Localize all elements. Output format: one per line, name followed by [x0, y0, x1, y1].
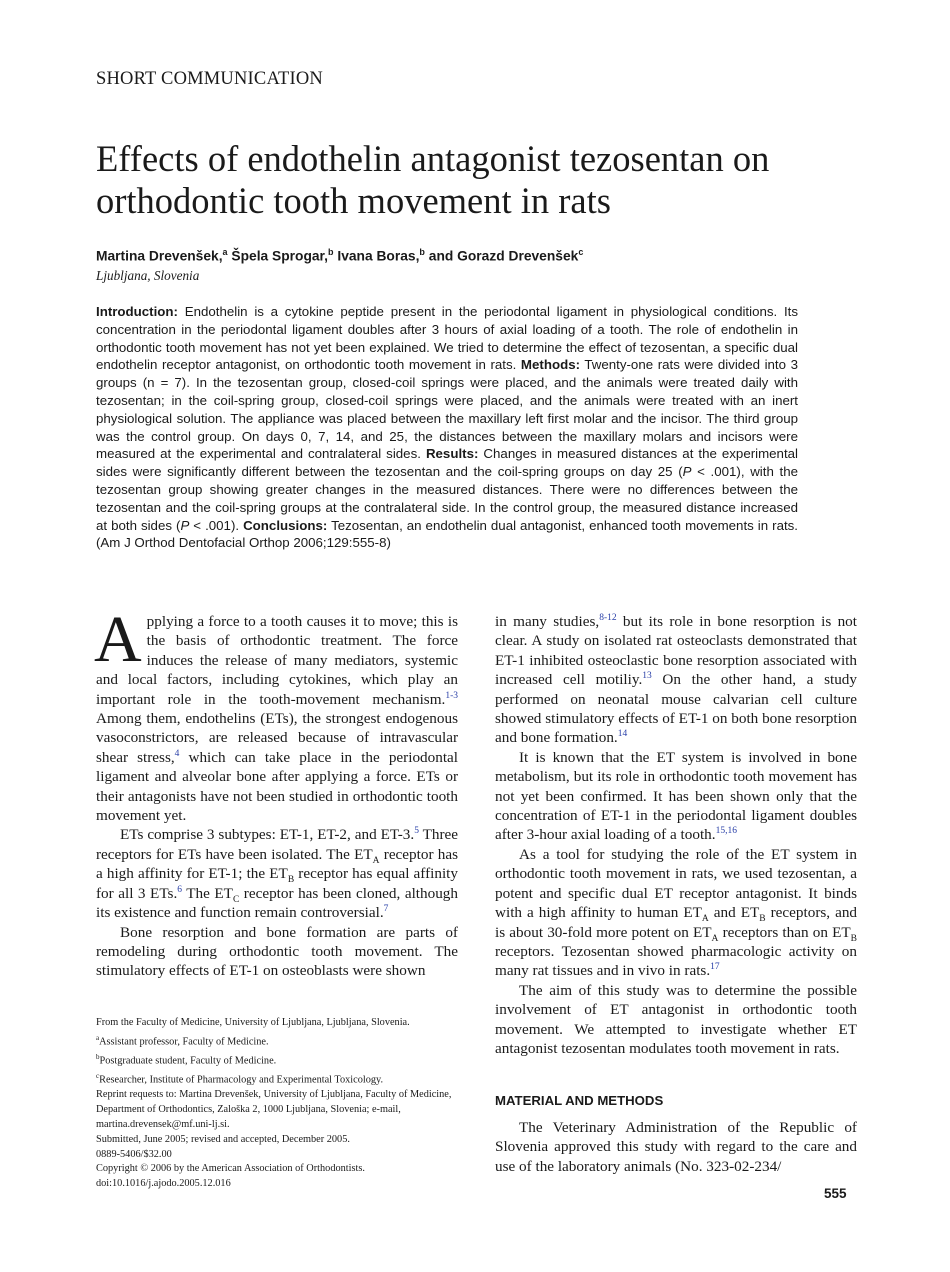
body-paragraph: [96, 923, 458, 981]
footnote-text: Assistant professor, Faculty of Medicine.: [99, 1036, 269, 1048]
author-affiliation-mark: b: [328, 247, 334, 257]
footnote-affiliation: [96, 1069, 458, 1088]
abstract-intro-label: Introduction:: [96, 304, 178, 319]
body-text: receptor has a high affinity for ET-1; the ET: [96, 845, 458, 883]
footnote-mark: a: [96, 1033, 100, 1042]
body-text: Bone resorption and bone formation are parts of remodeling during orthodontic tooth movement. The stimulatory effects of ET-1 on osteoblasts were shown: [96, 923, 458, 980]
article-title: Effects of endothelin antagonist tezosentan on orthodontic tooth movement in rats: [96, 138, 770, 221]
abstract-intro-text: Endothelin is a cytokine peptide present in the periodontal ligament in physiological conditions. Its concentration in the periodontal ligament doubles after 3 hours of axial loading of a tooth. The role of endothelin in orthodontic tooth movement has not yet been explained. We tried to determine the effect of tezosentan, a specific dual endothelin receptor antagonist, on orthodontic tooth movement in rats.: [96, 304, 798, 373]
subscript: A: [711, 933, 719, 944]
body-paragraph: [94, 603, 458, 825]
abstract-results-label: Results:: [425, 446, 479, 462]
abstract-results-text: < .001), with the tezosentan group showing greater changes in the measured distances. There were no differences between the tezosentan and the coil-spring groups at the contralateral side. In the control group, the measured distance increased at both sides (: [96, 464, 798, 533]
body-paragraph: [96, 825, 458, 922]
body-text: receptors than on ET: [718, 923, 851, 941]
body-paragraph: [495, 748, 857, 845]
footnote-affiliation: [96, 1031, 458, 1050]
citation-link[interactable]: 5: [414, 826, 419, 837]
body-text: Among them, endothelins (ETs), the strongest endogenous vasoconstrictors, are released because of intravascular shear stress,: [96, 710, 458, 766]
footnote-doi[interactable]: doi:10.1016/j.ajodo.2005.12.016: [96, 1178, 231, 1190]
author-name: Ivana Boras,: [337, 248, 420, 264]
body-paragraph: [495, 981, 857, 1059]
citation-link[interactable]: 14: [617, 729, 628, 740]
body-paragraph: The Veterinary Administration of the Republic of Slovenia approved this study with regard to the care and use of the laboratory animals (No. 323-02-234/: [495, 1119, 857, 1175]
body-text: receptor has equal affinity for all 3 ETs.: [96, 865, 458, 902]
body-text: and ET: [708, 904, 760, 922]
author-name: Martina Drevenšek,: [96, 248, 223, 264]
author-affiliation-mark: a: [222, 247, 228, 257]
page-number: 555: [824, 1186, 847, 1201]
footnote-affiliation: [96, 1050, 458, 1069]
body-column-left: [94, 603, 459, 981]
body-text: It is known that the ET system is involved in bone metabolism, but its role in orthodontic tooth movement has not yet been confirmed. It has been shown only that the concentration of ET-1 in the periodontal ligament doubles after 3-hour axial loading of a tooth.: [495, 748, 857, 844]
author-name: Špela Sprogar,: [231, 248, 329, 264]
abstract-methods-label: Methods:: [520, 357, 581, 373]
footnote-text: Researcher, Institute of Pharmacology and Experimental Toxicology.: [99, 1074, 384, 1086]
citation-link[interactable]: 4: [174, 748, 180, 759]
citation-link[interactable]: 8-12: [599, 612, 617, 623]
abstract: [96, 303, 798, 552]
author-affiliation-mark: b: [419, 247, 425, 257]
footnotes: [96, 1016, 458, 1192]
footnote-mark: c: [96, 1072, 100, 1081]
citation-link[interactable]: 15,16: [715, 826, 737, 837]
body-paragraph: [495, 612, 857, 748]
author-connector: and: [428, 248, 454, 264]
citation-link[interactable]: 13: [642, 671, 652, 682]
footnote-reprint: Reprint requests to: Martina Drevenšek, University of Ljubljana, Faculty of Medicine, Department of Orthodontics, Zaloška 2, 1000 Ljubljana, Slovenia; e-mail, martina.drevensek@mf.uni-lj.si.: [96, 1089, 452, 1131]
footnote-text: Postgraduate student, Faculty of Medicine.: [99, 1055, 277, 1067]
citation-link[interactable]: 1-3: [445, 690, 458, 701]
abstract-results-text: Changes in measured distances at the experimental sides were significantly different between the tezosentan and the coil-spring groups on day 25 (: [96, 446, 799, 480]
footnote-copyright: Copyright © 2006 by the American Association of Orthodontists.: [96, 1163, 365, 1175]
drop-cap: A: [94, 603, 142, 676]
body-text: which can take place in the periodontal ligament and alveolar bone after applying a force. ETs or their antagonists have not been studied in orthodontic tooth movement yet.: [96, 748, 458, 825]
subscript: B: [287, 875, 295, 886]
citation-link[interactable]: 17: [710, 962, 720, 973]
abstract-conclusions-label: Conclusions:: [243, 517, 328, 533]
p-value-symbol: P: [180, 517, 190, 533]
body-text: The ET: [182, 884, 233, 902]
body-text: receptors, and is about 30-fold more potent on ET: [495, 904, 858, 941]
abstract-methods-text: Twenty-one rats were divided into 3 groups (n = 7). In the tezosentan group, closed-coil springs were placed, and the animals were treated daily with tezosentan; in the coil-spring group, closed-coil springs were placed, and the animals were treated with an inert physiological solution. The appliance was placed between the maxillary left first molar and the incisor. The third group was the control group. On days 0, 7, 14, and 25, the distances between the maxillary molars and incisors were measured at the experimental and contralateral sides.: [96, 357, 798, 462]
body-text: The aim of this study was to determine the possible involvement of ET antagonist in orthodontic tooth movement. We attempted to investigate whether ET antagonist tezosentan modulates tooth movement in rats.: [495, 981, 857, 1057]
citation-link[interactable]: 7: [383, 904, 389, 915]
body-text: Three receptors for ETs have been isolated. The ET: [96, 826, 459, 863]
section-heading-methods: MATERIAL AND METHODS: [495, 1093, 664, 1108]
author-affiliation-mark: c: [578, 247, 584, 257]
footnote-mark: b: [96, 1053, 100, 1062]
abstract-conclusions-text: Tezosentan, an endothelin dual antagonist, enhanced tooth movements in rats. (Am J Orthod Dentofacial Orthop 2006;129:555-8): [96, 517, 798, 551]
p-value-symbol: P: [682, 464, 692, 480]
body-text: receptors. Tezosentan showed pharmacologic activity on many rat tissues and in vivo in rats.: [495, 942, 857, 980]
author-list: [96, 247, 583, 264]
body-column-right: [495, 612, 857, 1058]
author-location: Ljubljana, Slovenia: [96, 268, 200, 283]
body-text: On the other hand, a study performed on neonatal mouse calvarian cell culture showed stimulatory effects of ET-1 on both bone resorption and bone formation.: [495, 671, 857, 747]
subscript: A: [701, 914, 709, 925]
footnote-issn: 0889-5406/$32.00: [96, 1148, 172, 1160]
body-text: but its role in bone resorption is not clear. A study on isolated rat osteoclasts demonstrated that ET-1 inhibited osteoclastic bone resorption associated with increased cell motiliy.: [495, 613, 857, 689]
body-text: As a tool for studying the role of the ET system in orthodontic tooth movement in rats, we used tezosentan, a potent and specific dual ET receptor antagonist. It binds with a high affinity to human ET: [495, 845, 857, 922]
body-text: in many studies,: [495, 613, 600, 630]
subscript: B: [759, 914, 766, 925]
subscript: C: [232, 894, 240, 905]
author-name: Gorazd Drevenšek: [457, 248, 579, 264]
citation-link[interactable]: 6: [177, 884, 182, 895]
footnote-submitted: Submitted, June 2005; revised and accepted, December 2005.: [96, 1133, 350, 1145]
body-paragraph: [495, 845, 857, 981]
body-text: pplying a force to a tooth causes it to move; this is the basis of orthodontic treatment. The force induces the release of many mediators, systemic and local factors, including cytokines, which play an important role in the tooth-movement mechanism.: [96, 613, 458, 708]
subscript: A: [372, 855, 380, 866]
subscript: B: [850, 933, 857, 944]
abstract-results-text: < .001).: [189, 517, 240, 533]
footnote-affiliation: From the Faculty of Medicine, University of Ljubljana, Ljubljana, Slovenia.: [96, 1017, 410, 1028]
body-text: ETs comprise 3 subtypes: ET-1, ET-2, and ET-3.: [120, 826, 415, 844]
body-text: receptor has been cloned, although its existence and function remain controversial.: [96, 884, 458, 922]
section-label: SHORT COMMUNICATION: [96, 69, 323, 89]
